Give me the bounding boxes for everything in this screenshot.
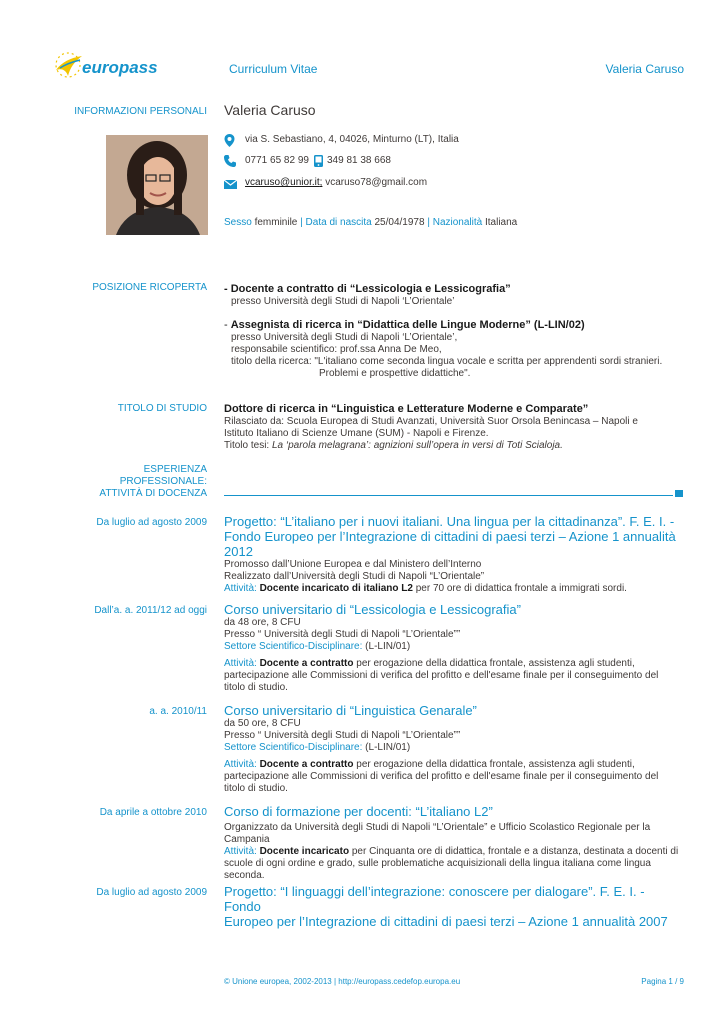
email-line: [245, 177, 427, 189]
activity-text: per Cinquanta ore di didattica, frontale e a distanza, destinata a docenti di: [349, 846, 679, 857]
study-line: Rilasciato da: Scuola Europea di Studi Avanzati, Università Suor Orsola Benincasa – Napoli e: [224, 416, 638, 427]
entry-line: da 48 ore, 8 CFU: [224, 617, 301, 628]
position-block: [224, 283, 685, 380]
header-title: Curriculum Vitae: [229, 62, 318, 76]
entry-title: 2012: [224, 544, 253, 559]
phone-text[interactable]: 0771 65 82 99: [245, 155, 309, 166]
entry-title: Europeo per l’Integrazione di cittadini di paesi terzi – Azione 1 annualità 2007: [224, 914, 668, 929]
entry-activity: [224, 658, 685, 670]
entry-line: Campania: [224, 834, 270, 845]
study-thesis: [224, 440, 685, 452]
position-item-2-line: Problemi e prospettive didattiche".: [319, 368, 471, 379]
email-row: [224, 177, 524, 191]
position-item-2-line: presso Università degli Studi di Napoli ‘L’Orientale’,: [231, 332, 458, 343]
logo-text: europass: [82, 58, 158, 77]
entry-line: Promosso dall’Unione Europea e dal Ministero dell’Interno: [224, 559, 482, 570]
activity-role: Docente a contratto: [259, 759, 354, 770]
activity-label: Attività:: [224, 658, 260, 669]
experience-entry: [224, 514, 685, 595]
entry-line: Organizzato da Università degli Studi di Napoli “L’Orientale” e Ufficio Scolastico Regionale per la: [224, 822, 651, 833]
footer-copyright[interactable]: © Unione europea, 2002-2013 | http://europass.cedefop.europa.eu: [224, 977, 461, 986]
entry-title: Progetto: “L’italiano per i nuovi italiani. Una lingua per la cittadinanza”. F. E. I. -: [224, 514, 675, 529]
thesis-label: Titolo tesi:: [224, 440, 272, 451]
entry-activity-line: scuole di ogni ordine e grado, sulle problematiche acquisizionali della lingua italiana come lingua: [224, 858, 651, 869]
study-line: Istituto Italiano di Scienze Umane (SUM) - Napoli e Firenze.: [224, 428, 489, 439]
mobile-icon: [314, 155, 323, 167]
birth-value: 25/04/1978: [374, 217, 425, 228]
activity-role: Docente a contratto: [259, 658, 354, 669]
phone-icon: [224, 155, 236, 167]
sex-value: femminile: [254, 217, 298, 228]
experience-label-line: PROFESSIONALE:: [119, 476, 207, 487]
experience-label-line: ATTIVITÀ DI DOCENZA: [99, 488, 207, 499]
entry-activity-line: seconda.: [224, 870, 265, 881]
entry-title: Corso di formazione per docenti: “L’italiano L2”: [224, 804, 493, 819]
section-divider-square: [675, 490, 683, 497]
entry-line: Presso “ Università degli Studi di Napoli “L’Orientale””: [224, 629, 461, 640]
entry-line: Presso “ Università degli Studi di Napoli “L’Orientale””: [224, 730, 461, 741]
section-label-study: TITOLO DI STUDIO: [117, 403, 207, 414]
nationality-label: Nazionalità: [432, 217, 483, 228]
thesis-title: La ‘parola melagrana’: agnizioni sull’opera in versi di Toti Scialoja.: [271, 440, 563, 451]
entry-line: da 50 ore, 8 CFU: [224, 718, 301, 729]
address-text: via S. Sebastiano, 4, 04026, Minturno (LT), Italia: [245, 134, 459, 145]
activity-text: per 70 ore di didattica frontale a immigrati sordi.: [412, 583, 627, 594]
entry-line: Realizzato dall’Università degli Studi di Napoli “L’Orientale”: [224, 571, 485, 582]
sex-label: Sesso: [224, 217, 252, 228]
activity-label: Attività:: [224, 846, 260, 857]
entry-title: Corso universitario di “Lessicologia e Lessicografia”: [224, 602, 521, 617]
mobile-text[interactable]: 349 81 38 668: [327, 155, 391, 166]
entry-date: a. a. 2010/11: [149, 706, 207, 717]
email-icon: [224, 180, 237, 189]
position-item-2-title-row: [224, 319, 685, 332]
section-label-personal: INFORMAZIONI PERSONALI: [74, 106, 207, 117]
ssd-value: (L-LIN/01): [365, 641, 411, 652]
activity-label: Attività:: [224, 583, 260, 594]
entry-activity-line: titolo di studio.: [224, 783, 288, 794]
entry-ssd: [224, 641, 685, 653]
separator: |: [300, 217, 303, 228]
activity-label: Attività:: [224, 759, 260, 770]
entry-title: Corso universitario di “Linguistica Genarale”: [224, 703, 477, 718]
entry-activity-line: titolo di studio.: [224, 682, 288, 693]
entry-date: Dall’a. a. 2011/12 ad oggi: [94, 605, 207, 616]
entry-title: Progetto: “I linguaggi dell’integrazione: conoscere per dialogare”. F. E. I. - Fondo: [224, 884, 645, 914]
experience-entry: [224, 884, 685, 929]
ssd-value: (L-LIN/01): [365, 742, 411, 753]
email-separator: ;: [319, 177, 323, 188]
entry-activity: [224, 583, 685, 595]
position-item-2-line: titolo della ricerca: "L'italiano come seconda lingua vocale e scritta per apprendenti sordi stranieri.: [231, 356, 663, 367]
section-label-experience: [0, 464, 207, 500]
experience-entry: [224, 703, 685, 795]
entry-activity-line: partecipazione alle Commissioni di verifica del profitto e dell'esame finale per il conseguimento del: [224, 670, 659, 681]
entry-date: Da luglio ad agosto 2009: [96, 517, 207, 528]
dash: -: [224, 319, 231, 331]
entry-date: Da luglio ad agosto 2009: [96, 887, 207, 898]
person-name: Valeria Caruso: [224, 102, 316, 118]
activity-text: per erogazione della didattica frontale, assistenza agli studenti,: [353, 759, 635, 770]
study-title: Dottore di ricerca in “Linguistica e Letterature Moderne e Comparate”: [224, 403, 589, 415]
entry-activity: [224, 759, 685, 771]
europass-logo: [52, 50, 158, 82]
entry-activity-line: partecipazione alle Commissioni di verifica del profitto e dell'esame finale per il conseguimento del: [224, 771, 659, 782]
entry-date: Da aprile a ottobre 2010: [99, 807, 207, 818]
ssd-label: Settore Scientifico-Disciplinare:: [224, 742, 366, 753]
activity-text: per erogazione della didattica frontale, assistenza agli studenti,: [353, 658, 635, 669]
experience-label-line: ESPERIENZA: [143, 464, 207, 475]
experience-entry: [224, 602, 685, 694]
profile-photo: [106, 135, 208, 235]
separator: |: [427, 217, 430, 228]
email-link-2[interactable]: vcaruso78@gmail.com: [325, 177, 428, 188]
footer-page-number: Pagina 1 / 9: [641, 977, 684, 986]
phone-row: [224, 155, 524, 169]
location-icon: [224, 134, 235, 147]
position-item-1-title: - Docente a contratto di “Lessicologia e Lessicografia”: [224, 283, 511, 295]
study-block: [224, 403, 685, 452]
nationality-value: Italiana: [484, 217, 518, 228]
personal-details: [224, 217, 517, 229]
email-link-1[interactable]: vcaruso@unior.it: [245, 177, 320, 188]
position-item-2-title: Assegnista di ricerca in “Didattica delle Lingue Moderne” (L-LIN/02): [230, 319, 585, 331]
europass-star-icon: [52, 50, 86, 80]
section-label-position: POSIZIONE RICOPERTA: [92, 282, 207, 293]
header-name: Valeria Caruso: [605, 62, 684, 76]
entry-title: Fondo Europeo per l’Integrazione di cittadini di paesi terzi – Azione 1 annualità: [224, 529, 676, 544]
activity-role: Docente incaricato: [259, 846, 350, 857]
section-divider: [224, 495, 673, 496]
entry-activity: [224, 846, 685, 858]
position-item-1-line: presso Università degli Studi di Napoli ‘L’Orientale’: [231, 296, 455, 307]
experience-entry: [224, 804, 685, 882]
position-item-2-line: responsabile scientifico: prof.ssa Anna De Meo,: [231, 344, 442, 355]
entry-ssd: [224, 742, 685, 754]
activity-role: Docente incaricato di italiano L2: [259, 583, 413, 594]
ssd-label: Settore Scientifico-Disciplinare:: [224, 641, 366, 652]
birth-label: Data di nascita: [305, 217, 372, 228]
